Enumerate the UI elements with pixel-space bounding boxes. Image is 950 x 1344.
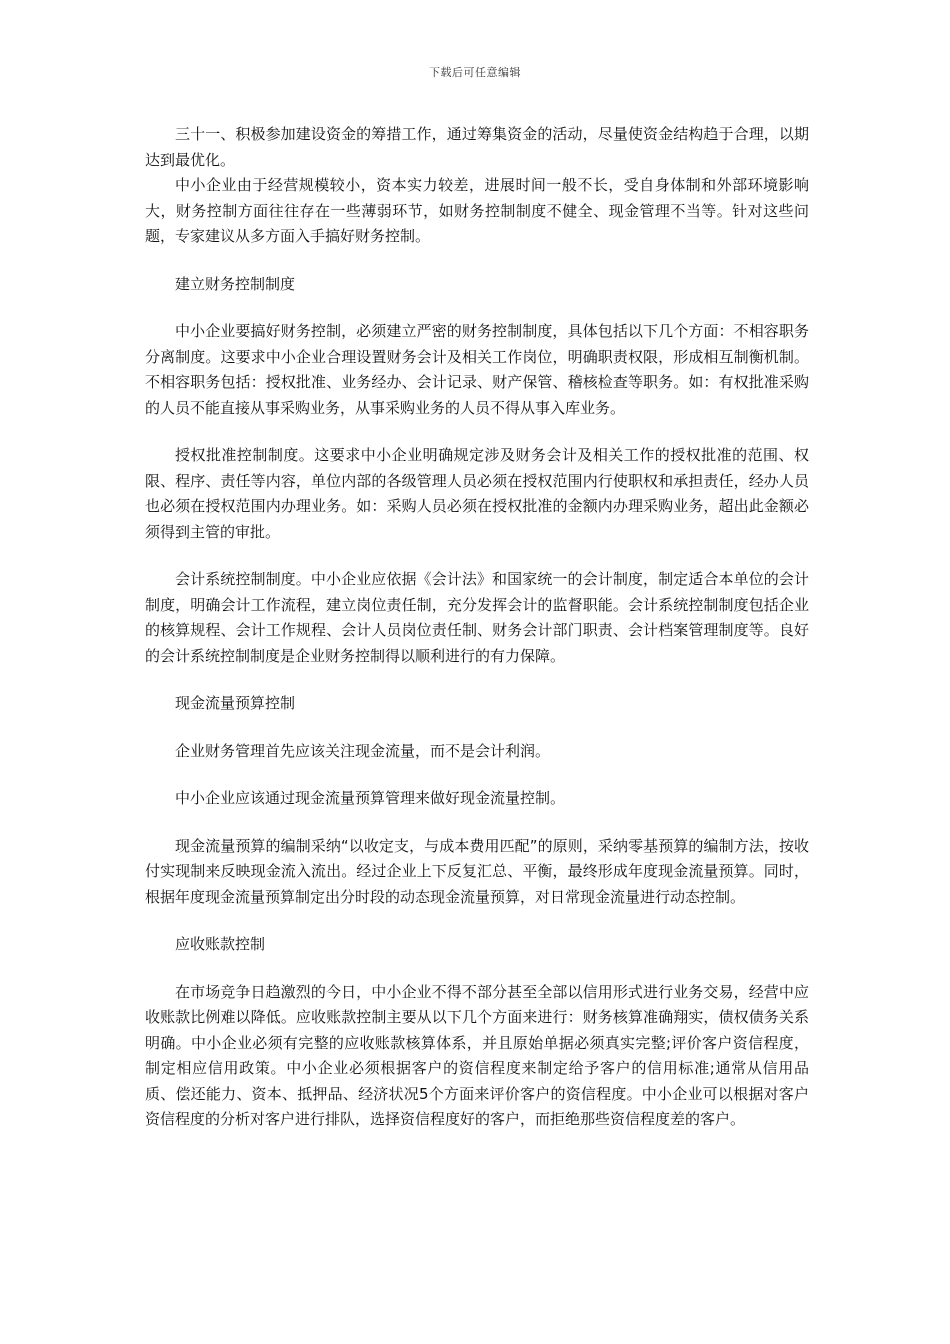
paragraph-sme-overview: 中小企业由于经营规模较小，资本实力较差，进展时间一般不长，受自身体制和外部环境影响大，财务控制方面往往存在一些薄弱环节，如财务控制制度不健全、现金管理不当等。针对这些问题，专家建议从多方面入手搞好财务控制。 — [145, 176, 809, 245]
paragraph-fundraising: 三十一、积极参加建设资金的筹措工作，通过筹集资金的活动，尽量使资金结构趋于合理，以期达到最优化。 — [145, 125, 809, 169]
paragraph-accounting-system-control: 会计系统控制制度。中小企业应依据《会计法》和国家统一的会计制度，制定适合本单位的会计制度，明确会计工作流程，建立岗位责任制，充分发挥会计的监督职能。会计系统控制制度包括企业的核算规程、会计工作规程、会计人员岗位责任制、财务会计部门职责、会计档案管理制度等。良好的会计系统控制制度是企业财务控制得以顺利进行的有力保障。 — [145, 570, 809, 665]
heading-cash-flow-budget: 现金流量预算控制 — [175, 694, 296, 712]
heading-receivables-control: 应收账款控制 — [175, 935, 266, 953]
heading-financial-control-system: 建立财务控制制度 — [175, 274, 296, 293]
paragraph-cash-flow-management: 中小企业应该通过现金流量预算管理来做好现金流量控制。 — [175, 789, 566, 807]
paragraph-cash-flow-focus: 企业财务管理首先应该关注现金流量，而不是会计利润。 — [175, 741, 551, 760]
document-body — [145, 122, 809, 1133]
paragraph-cash-flow-budget-method: 现金流量预算的编制采纳“以收定支，与成本费用匹配”的原则，采纳零基预算的编制方法，按收付实现制来反映现金流入流出。经过企业上下反复汇总、平衡，最终形成年度现金流量预算。同时，根据年度现金流量预算制定出分时段的动态现金流量预算，对日常现金流量进行动态控制。 — [145, 836, 809, 906]
paragraph-incompatible-duties: 中小企业要搞好财务控制，必须建立严密的财务控制制度，具体包括以下几个方面：不相容职务分离制度。这要求中小企业合理设置财务会计及相关工作岗位，明确职责权限，形成相互制衡机制。不相容职务包括：授权批准、业务经办、会计记录、财产保管、稽核检查等职务。如：有权批准采购的人员不能直接从事采购业务，从事采购业务的人员不得从事入库业务。 — [145, 322, 809, 417]
page-header: 下载后可任意编辑 — [429, 66, 521, 79]
paragraph-authorization-control: 授权批准控制制度。这要求中小企业明确规定涉及财务会计及相关工作的授权批准的范围、权限、程序、责任等内容，单位内部的各级管理人员必须在授权范围内行使职权和承担责任，经办人员也必须在授权范围内办理业务。如：采购人员必须在授权批准的金额内办理采购业务，超出此金额必须得到主管的审批。 — [145, 446, 809, 541]
paragraph-receivables-control: 在市场竞争日趋激烈的今日，中小企业不得不部分甚至全部以信用形式进行业务交易，经营中应收账款比例难以降低。应收账款控制主要从以下几个方面来进行：财务核算准确翔实，债权债务关系明确。中小企业必须有完整的应收账款核算体系，并且原始单据必须真实完整;评价客户资信程度，制定相应信用政策。中小企业必须根据客户的资信程度来制定给予客户的信用标准;通常从信用品质、偿还能力、资本、抵押品、经济状况5个方面来评价客户的资信程度。中小企业可以根据对客户资信程度的分析对客户进行排队，选择资信程度好的客户，而拒绝那些资信程度差的客户。 — [145, 982, 809, 1128]
